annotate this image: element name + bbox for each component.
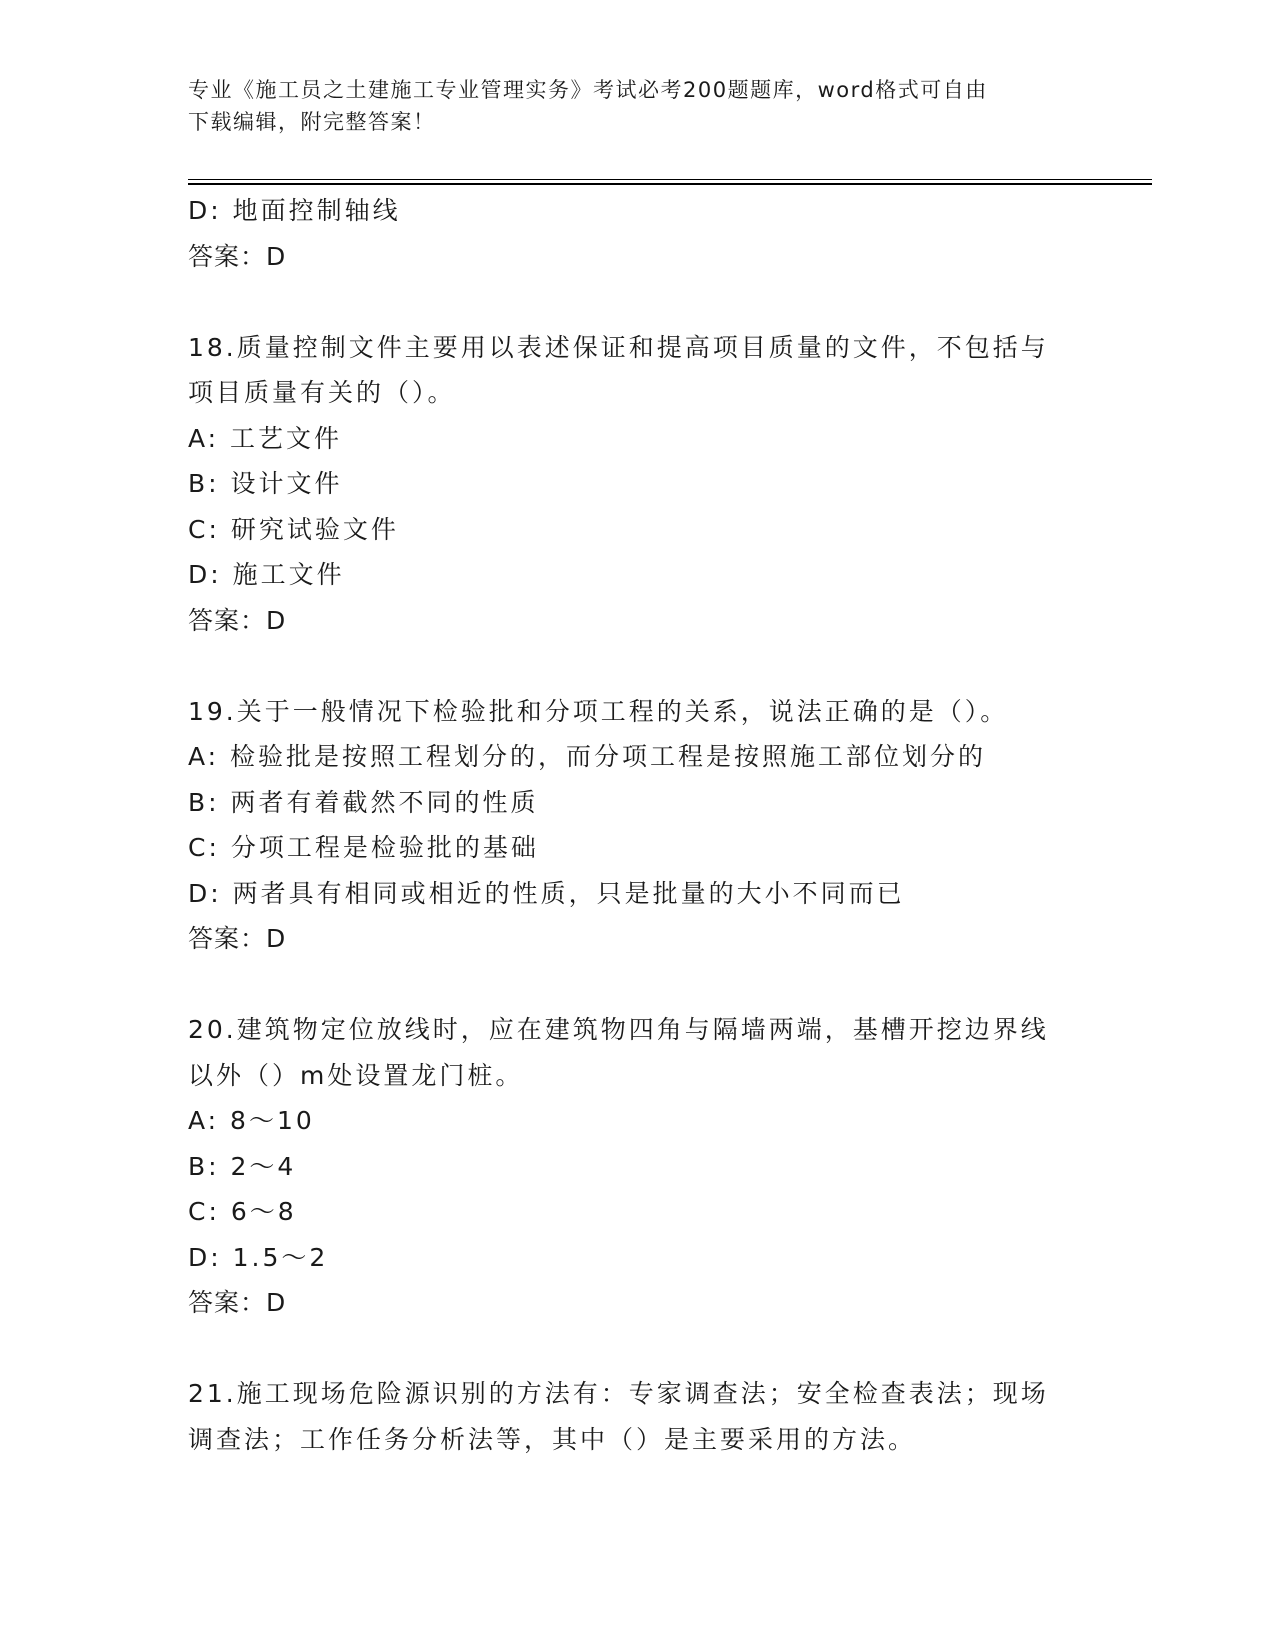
document-header xyxy=(188,74,1068,138)
option-d: D: 1.5～2 xyxy=(188,1242,329,1272)
header-title-line-1: 专业《施工员之土建施工专业管理实务》考试必考200题题库，word格式可自由 xyxy=(188,78,988,102)
answer: 答案：D xyxy=(188,605,287,635)
question-21 xyxy=(188,1371,1088,1462)
option-b: B: 设计文件 xyxy=(188,469,343,498)
option-c: C: 研究试验文件 xyxy=(188,514,399,544)
header-divider-thick xyxy=(188,183,1152,185)
question-19 xyxy=(188,689,1088,962)
option-b: B: 2～4 xyxy=(188,1151,297,1181)
question-content xyxy=(188,188,1088,1462)
option-b: B: 两者有着截然不同的性质 xyxy=(188,787,539,817)
question-stem: 21.施工现场危险源识别的方法有：专家调查法；安全检查表法；现场 xyxy=(188,1379,1049,1408)
answer: 答案：D xyxy=(188,1288,287,1317)
answer: 答案：D xyxy=(188,924,287,953)
question-stem: 项目质量有关的（）。 xyxy=(188,378,456,407)
spacer xyxy=(188,962,1088,1008)
spacer xyxy=(188,279,1088,325)
question-18 xyxy=(188,325,1088,644)
question-stem: 以外（）m处设置龙门桩。 xyxy=(188,1060,524,1090)
header-divider-thin xyxy=(188,179,1152,180)
header-title-line-2: 下载编辑，附完整答案！ xyxy=(188,110,436,134)
spacer xyxy=(188,643,1088,689)
question-stem: 调查法；工作任务分析法等，其中（）是主要采用的方法。 xyxy=(188,1424,917,1454)
question-stem: 18.质量控制文件主要用以表述保证和提高项目质量的文件，不包括与 xyxy=(188,332,1049,362)
question-20 xyxy=(188,1007,1088,1326)
spacer xyxy=(188,1326,1088,1372)
option-d: D: 施工文件 xyxy=(188,560,345,589)
question-17-tail xyxy=(188,188,1088,279)
question-stem: 20.建筑物定位放线时，应在建筑物四角与隔墙两端，基槽开挖边界线 xyxy=(188,1015,1049,1044)
option-d: D: 地面控制轴线 xyxy=(188,196,401,225)
question-stem: 19.关于一般情况下检验批和分项工程的关系，说法正确的是（）。 xyxy=(188,696,1009,726)
option-a: A: 检验批是按照工程划分的，而分项工程是按照施工部位划分的 xyxy=(188,742,987,771)
option-a: A: 8～10 xyxy=(188,1106,315,1135)
answer: 答案：D xyxy=(188,241,287,271)
option-a: A: 工艺文件 xyxy=(188,423,343,453)
option-c: C: 分项工程是检验批的基础 xyxy=(188,833,539,862)
option-d: D: 两者具有相同或相近的性质，只是批量的大小不同而已 xyxy=(188,878,905,908)
option-c: C: 6～8 xyxy=(188,1197,297,1226)
